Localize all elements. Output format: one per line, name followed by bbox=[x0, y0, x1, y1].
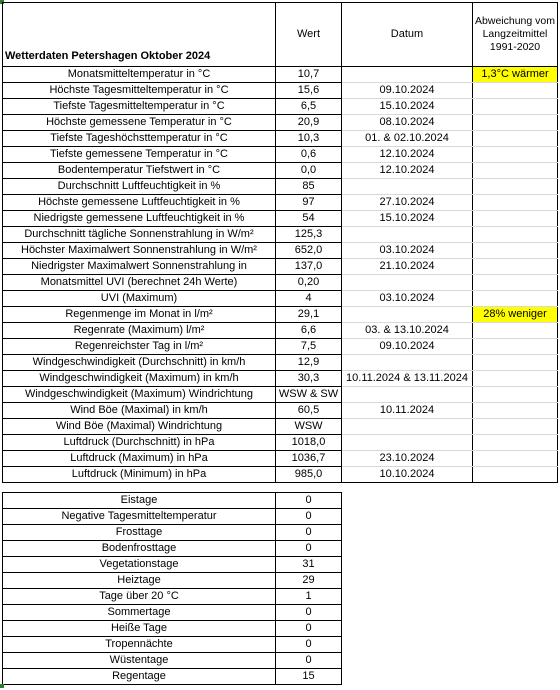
row-label[interactable]: Regenreichster Tag in l/m² bbox=[3, 339, 276, 355]
row-date[interactable]: 01. & 02.10.2024 bbox=[342, 131, 473, 147]
row-date[interactable] bbox=[342, 67, 473, 83]
table-row bbox=[3, 371, 558, 387]
day-value[interactable]: 0 bbox=[276, 621, 342, 637]
row-date[interactable]: 12.10.2024 bbox=[342, 163, 473, 179]
row-deviation[interactable] bbox=[473, 275, 558, 291]
row-date[interactable]: 12.10.2024 bbox=[342, 147, 473, 163]
table-row bbox=[3, 509, 342, 525]
table-row bbox=[3, 589, 342, 605]
day-value[interactable]: 0 bbox=[276, 605, 342, 621]
row-value[interactable]: WSW & SW bbox=[276, 387, 342, 403]
row-deviation[interactable] bbox=[473, 467, 558, 483]
row-label[interactable]: Durchschnitt Luftfeuchtigkeit in % bbox=[3, 179, 276, 195]
table-title[interactable]: Wetterdaten Petershagen Oktober 2024 bbox=[3, 3, 276, 67]
table-row bbox=[3, 211, 558, 227]
row-date[interactable]: 08.10.2024 bbox=[342, 115, 473, 131]
day-label[interactable]: Vegetationstage bbox=[3, 557, 276, 573]
row-date[interactable]: 09.10.2024 bbox=[342, 83, 473, 99]
row-deviation[interactable] bbox=[473, 227, 558, 243]
row-label[interactable]: Tiefste Tagesmitteltemperatur in °C bbox=[3, 99, 276, 115]
row-value[interactable]: 30,3 bbox=[276, 371, 342, 387]
row-value[interactable]: 97 bbox=[276, 195, 342, 211]
day-label[interactable]: Wüstentage bbox=[3, 653, 276, 669]
day-label[interactable]: Tage über 20 °C bbox=[3, 589, 276, 605]
row-value[interactable]: 4 bbox=[276, 291, 342, 307]
day-value[interactable]: 0 bbox=[276, 653, 342, 669]
row-label[interactable]: UVI (Maximum) bbox=[3, 291, 276, 307]
table-row bbox=[3, 403, 558, 419]
row-value[interactable]: 10,3 bbox=[276, 131, 342, 147]
table-row bbox=[3, 605, 342, 621]
table-row bbox=[3, 621, 342, 637]
day-value[interactable]: 0 bbox=[276, 525, 342, 541]
row-deviation[interactable] bbox=[473, 147, 558, 163]
row-value[interactable]: 7,5 bbox=[276, 339, 342, 355]
row-label[interactable]: Höchster Maximalwert Sonnenstrahlung in W/m² bbox=[3, 243, 276, 259]
day-value[interactable]: 0 bbox=[276, 637, 342, 653]
row-value[interactable]: WSW bbox=[276, 419, 342, 435]
row-label[interactable]: Regenrate (Maximum) l/m² bbox=[3, 323, 276, 339]
table-row bbox=[3, 467, 558, 483]
day-label[interactable]: Heiztage bbox=[3, 573, 276, 589]
row-value[interactable]: 60,5 bbox=[276, 403, 342, 419]
row-date[interactable] bbox=[342, 387, 473, 403]
row-deviation[interactable] bbox=[473, 211, 558, 227]
row-deviation[interactable] bbox=[473, 131, 558, 147]
row-deviation[interactable] bbox=[473, 451, 558, 467]
day-label[interactable]: Negative Tagesmitteltemperatur bbox=[3, 509, 276, 525]
row-label[interactable]: Monatsmittel UVI (berechnet 24h Werte) bbox=[3, 275, 276, 291]
row-value[interactable]: 20,9 bbox=[276, 115, 342, 131]
row-label[interactable]: Windgeschwindigkeit (Durchschnitt) in km/h bbox=[3, 355, 276, 371]
row-date[interactable]: 27.10.2024 bbox=[342, 195, 473, 211]
row-date[interactable]: 03.10.2024 bbox=[342, 291, 473, 307]
row-date[interactable]: 03. & 13.10.2024 bbox=[342, 323, 473, 339]
selection-corner-marker-bottom bbox=[0, 684, 4, 688]
day-value[interactable]: 1 bbox=[276, 589, 342, 605]
row-deviation[interactable] bbox=[473, 163, 558, 179]
day-counts-table bbox=[2, 492, 342, 685]
row-value[interactable]: 6,6 bbox=[276, 323, 342, 339]
row-value[interactable]: 1018,0 bbox=[276, 435, 342, 451]
row-date[interactable]: 09.10.2024 bbox=[342, 339, 473, 355]
table-row bbox=[3, 573, 342, 589]
row-label[interactable]: Bodentemperatur Tiefstwert in °C bbox=[3, 163, 276, 179]
row-deviation[interactable]: 28% weniger bbox=[473, 307, 558, 323]
row-date[interactable]: 10.10.2024 bbox=[342, 467, 473, 483]
table-row bbox=[3, 195, 558, 211]
row-label[interactable]: Niedrigster Maximalwert Sonnenstrahlung in bbox=[3, 259, 276, 275]
row-deviation[interactable] bbox=[473, 195, 558, 211]
table-row bbox=[3, 355, 558, 371]
row-value[interactable]: 10,7 bbox=[276, 67, 342, 83]
row-value[interactable]: 985,0 bbox=[276, 467, 342, 483]
table-row bbox=[3, 653, 342, 669]
row-date[interactable]: 03.10.2024 bbox=[342, 243, 473, 259]
row-deviation[interactable] bbox=[473, 291, 558, 307]
row-value[interactable]: 0,0 bbox=[276, 163, 342, 179]
row-value[interactable]: 29,1 bbox=[276, 307, 342, 323]
row-label[interactable]: Niedrigste gemessene Luftfeuchtigkeit in % bbox=[3, 211, 276, 227]
row-value[interactable]: 54 bbox=[276, 211, 342, 227]
table-row bbox=[3, 557, 342, 573]
table-row bbox=[3, 387, 558, 403]
row-label[interactable]: Höchste gemessene Temperatur in °C bbox=[3, 115, 276, 131]
table-row bbox=[3, 99, 558, 115]
row-deviation[interactable] bbox=[473, 435, 558, 451]
row-label[interactable]: Durchschnitt tägliche Sonnenstrahlung in W/m² bbox=[3, 227, 276, 243]
row-date[interactable] bbox=[342, 227, 473, 243]
row-date[interactable]: 10.11.2024 bbox=[342, 403, 473, 419]
row-value[interactable]: 6,5 bbox=[276, 99, 342, 115]
row-label[interactable]: Luftdruck (Minimum) in hPa bbox=[3, 467, 276, 483]
row-label[interactable]: Tiefste gemessene Temperatur in °C bbox=[3, 147, 276, 163]
day-label[interactable]: Regentage bbox=[3, 669, 276, 685]
table-row bbox=[3, 67, 558, 83]
row-deviation[interactable] bbox=[473, 355, 558, 371]
row-value[interactable]: 652,0 bbox=[276, 243, 342, 259]
header-row bbox=[3, 3, 558, 67]
row-date[interactable] bbox=[342, 435, 473, 451]
row-deviation[interactable] bbox=[473, 259, 558, 275]
table-row bbox=[3, 435, 558, 451]
column-header-date[interactable]: Datum bbox=[342, 3, 473, 67]
row-deviation[interactable] bbox=[473, 99, 558, 115]
row-value[interactable]: 137,0 bbox=[276, 259, 342, 275]
row-label[interactable]: Monatsmitteltemperatur in °C bbox=[3, 67, 276, 83]
row-date[interactable]: 15.10.2024 bbox=[342, 211, 473, 227]
row-label[interactable]: Luftdruck (Maximum) in hPa bbox=[3, 451, 276, 467]
table-row bbox=[3, 115, 558, 131]
day-value[interactable]: 29 bbox=[276, 573, 342, 589]
row-deviation[interactable] bbox=[473, 115, 558, 131]
table-row bbox=[3, 669, 342, 685]
row-deviation[interactable] bbox=[473, 371, 558, 387]
row-deviation[interactable] bbox=[473, 83, 558, 99]
row-date[interactable] bbox=[342, 355, 473, 371]
day-label[interactable]: Sommertage bbox=[3, 605, 276, 621]
table-row bbox=[3, 275, 558, 291]
row-deviation[interactable] bbox=[473, 323, 558, 339]
table-row bbox=[3, 291, 558, 307]
row-deviation[interactable] bbox=[473, 419, 558, 435]
row-deviation[interactable] bbox=[473, 179, 558, 195]
row-value[interactable]: 15,6 bbox=[276, 83, 342, 99]
table-row bbox=[3, 307, 558, 323]
row-date[interactable] bbox=[342, 179, 473, 195]
day-label[interactable]: Frosttage bbox=[3, 525, 276, 541]
day-value[interactable]: 31 bbox=[276, 557, 342, 573]
row-label[interactable]: Höchste Tagesmitteltemperatur in °C bbox=[3, 83, 276, 99]
column-header-value[interactable]: Wert bbox=[276, 3, 342, 67]
table-row bbox=[3, 525, 342, 541]
row-value[interactable]: 85 bbox=[276, 179, 342, 195]
table-row bbox=[3, 227, 558, 243]
day-label[interactable]: Eistage bbox=[3, 493, 276, 509]
table-row bbox=[3, 419, 558, 435]
table-row bbox=[3, 339, 558, 355]
row-deviation[interactable] bbox=[473, 243, 558, 259]
row-date[interactable] bbox=[342, 275, 473, 291]
row-label[interactable]: Luftdruck (Durchschnitt) in hPa bbox=[3, 435, 276, 451]
row-label[interactable]: Höchste gemessene Luftfeuchtigkeit in % bbox=[3, 195, 276, 211]
row-date[interactable]: 15.10.2024 bbox=[342, 99, 473, 115]
weather-data-table bbox=[2, 2, 558, 483]
row-value[interactable]: 0,6 bbox=[276, 147, 342, 163]
table-row bbox=[3, 323, 558, 339]
row-value[interactable]: 125,3 bbox=[276, 227, 342, 243]
table-row bbox=[3, 83, 558, 99]
table-row bbox=[3, 637, 342, 653]
day-label[interactable]: Heiße Tage bbox=[3, 621, 276, 637]
row-deviation[interactable] bbox=[473, 403, 558, 419]
day-value[interactable]: 0 bbox=[276, 509, 342, 525]
table-row bbox=[3, 451, 558, 467]
row-label[interactable]: Windgeschwindigkeit (Maximum) in km/h bbox=[3, 371, 276, 387]
row-date[interactable]: 21.10.2024 bbox=[342, 259, 473, 275]
row-value[interactable]: 1036,7 bbox=[276, 451, 342, 467]
row-label[interactable]: Regenmenge im Monat in l/m² bbox=[3, 307, 276, 323]
day-value[interactable]: 0 bbox=[276, 493, 342, 509]
row-date[interactable]: 23.10.2024 bbox=[342, 451, 473, 467]
row-date[interactable] bbox=[342, 307, 473, 323]
day-value[interactable]: 0 bbox=[276, 541, 342, 557]
row-value[interactable]: 12,9 bbox=[276, 355, 342, 371]
day-label[interactable]: Tropennächte bbox=[3, 637, 276, 653]
row-label[interactable]: Tiefste Tageshöchsttemperatur in °C bbox=[3, 131, 276, 147]
table-row bbox=[3, 163, 558, 179]
table-row bbox=[3, 493, 342, 509]
day-value[interactable]: 15 bbox=[276, 669, 342, 685]
day-label[interactable]: Bodenfrosttage bbox=[3, 541, 276, 557]
row-value[interactable]: 0,20 bbox=[276, 275, 342, 291]
spreadsheet bbox=[2, 2, 558, 682]
row-deviation[interactable] bbox=[473, 339, 558, 355]
row-deviation[interactable] bbox=[473, 387, 558, 403]
table-row bbox=[3, 243, 558, 259]
column-header-deviation[interactable]: Abweichung vom Langzeitmittel 1991-2020 bbox=[473, 3, 558, 67]
row-date[interactable] bbox=[342, 419, 473, 435]
row-date[interactable]: 10.11.2024 & 13.11.2024 bbox=[342, 371, 473, 387]
table-row bbox=[3, 147, 558, 163]
row-label[interactable]: Wind Böe (Maximal) in km/h bbox=[3, 403, 276, 419]
row-label[interactable]: Wind Böe (Maximal) Windrichtung bbox=[3, 419, 276, 435]
row-label[interactable]: Windgeschwindigkeit (Maximum) Windrichtung bbox=[3, 387, 276, 403]
row-deviation[interactable]: 1,3°C wärmer bbox=[473, 67, 558, 83]
table-row bbox=[3, 259, 558, 275]
table-row bbox=[3, 541, 342, 557]
table-row bbox=[3, 179, 558, 195]
table-row bbox=[3, 131, 558, 147]
